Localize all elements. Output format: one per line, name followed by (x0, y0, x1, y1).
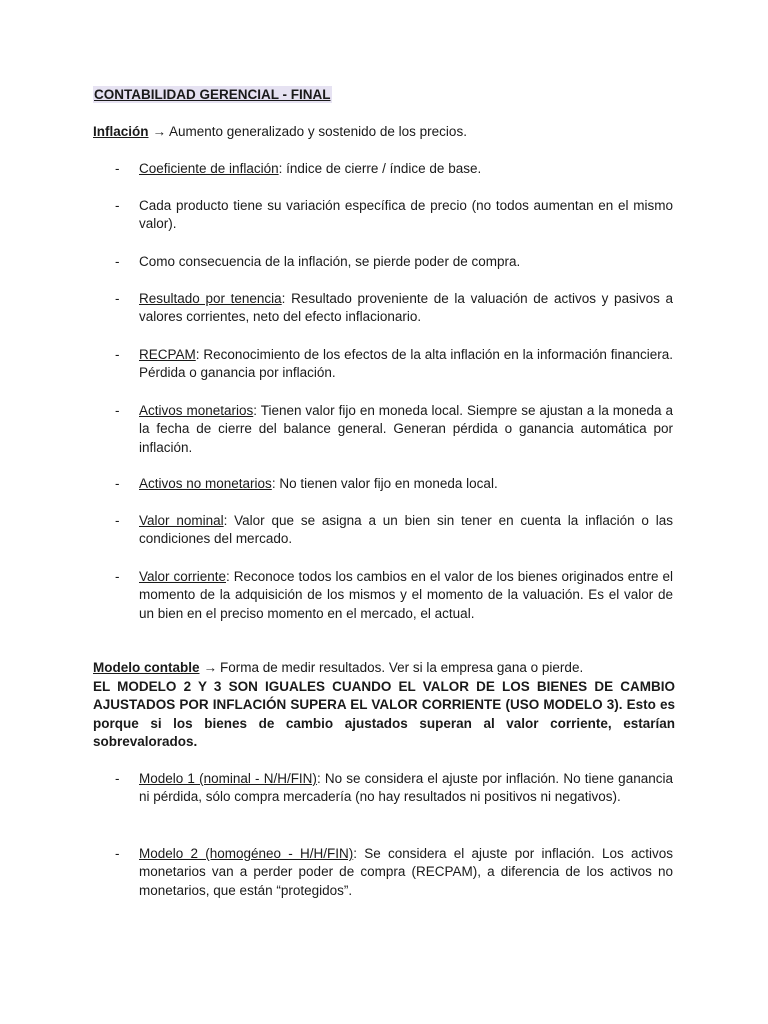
list-item-term: RECPAM (139, 347, 196, 362)
arrow-icon: → (203, 660, 218, 675)
list-item-text: : Valor que se asigna a un bien sin tener en cuenta la inflación o las condiciones del mercado. (139, 513, 673, 547)
list-dash: - (115, 254, 120, 269)
list-item-text: : Resultado proveniente de la valuación de activos y pasivos a valores corrientes, neto del efecto inflacionario. (139, 291, 673, 325)
modelo-term: Modelo contable (93, 660, 200, 675)
inflacion-definition (93, 123, 675, 141)
modelo-definition (93, 659, 675, 677)
modelo-text: Forma de medir resultados. Ver si la empresa gana o pierde. (220, 660, 584, 675)
list-item-text: : No se considera el ajuste por inflación. No tiene ganancia ni pérdida, sólo compra mercadería (no hay resultados ni positivos ni negativos). (139, 771, 673, 805)
modelo-bold-note: EL MODELO 2 Y 3 SON IGUALES CUANDO EL VALOR DE LOS BIENES DE CAMBIO AJUSTADOS POR INFLACIÓN SUPERA EL VALOR CORRIENTE (USO MODELO 3). Esto es porque si los bienes de cambio ajustados superan al valor corriente, estarían sobrevalorados. (93, 679, 675, 750)
list-item-text: : Reconocimiento de los efectos de la alta inflación en la información financiera. Pérdida o ganancia por inflación. (139, 347, 673, 381)
list-item-term: Coeficiente de inflación (139, 161, 279, 176)
list-dash: - (115, 846, 120, 861)
list-item-term: Activos no monetarios (139, 476, 272, 491)
list-dash: - (115, 513, 120, 528)
list-dash: - (115, 569, 120, 584)
list-dash: - (115, 403, 120, 418)
list-item-text: Como consecuencia de la inflación, se pierde poder de compra. (139, 254, 521, 269)
list-item-text: Cada producto tiene su variación específica de precio (no todos aumentan en el mismo valor). (139, 198, 673, 232)
list-dash: - (115, 347, 120, 362)
list-item-term: Resultado por tenencia (139, 291, 282, 306)
list-dash: - (115, 161, 120, 176)
list-item-text: : Se considera el ajuste por inflación. Los activos monetarios van a perder poder de compra (RECPAM), a diferencia de los activos no monetarios, que están “protegidos”. (139, 846, 673, 898)
arrow-icon: → (152, 124, 167, 139)
list-item-term: Modelo 1 (nominal - N/H/FIN) (139, 771, 317, 786)
document-title: CONTABILIDAD GERENCIAL - FINAL (94, 87, 331, 102)
list-dash: - (115, 476, 120, 491)
inflacion-term: Inflación (93, 124, 149, 139)
list-item-text: : Tienen valor fijo en moneda local. Siempre se ajustan a la moneda a la fecha de cierre del balance general. Generan pérdida o ganancia automática por inflación. (139, 403, 674, 455)
list-dash: - (115, 291, 120, 306)
list-dash: - (115, 198, 120, 213)
list-item-term: Activos monetarios (139, 403, 254, 418)
list-item-term: Modelo 2 (homogéneo - H/H/FIN) (139, 846, 354, 861)
list-dash: - (115, 771, 120, 786)
inflacion-text: Aumento generalizado y sostenido de los precios. (169, 124, 467, 139)
list-item-text: : No tienen valor fijo en moneda local. (271, 476, 498, 491)
list-item-text: : índice de cierre / índice de base. (278, 161, 482, 176)
list-item-text: : Reconoce todos los cambios en el valor de los bienes originados entre el momento de la adquisición de los mismos y el momento de la valuación. Es el valor de un bien en el preciso momento en el mercado, el actual. (139, 569, 673, 621)
list-item-term: Valor corriente (139, 569, 226, 584)
list-item-term: Valor nominal (139, 513, 224, 528)
